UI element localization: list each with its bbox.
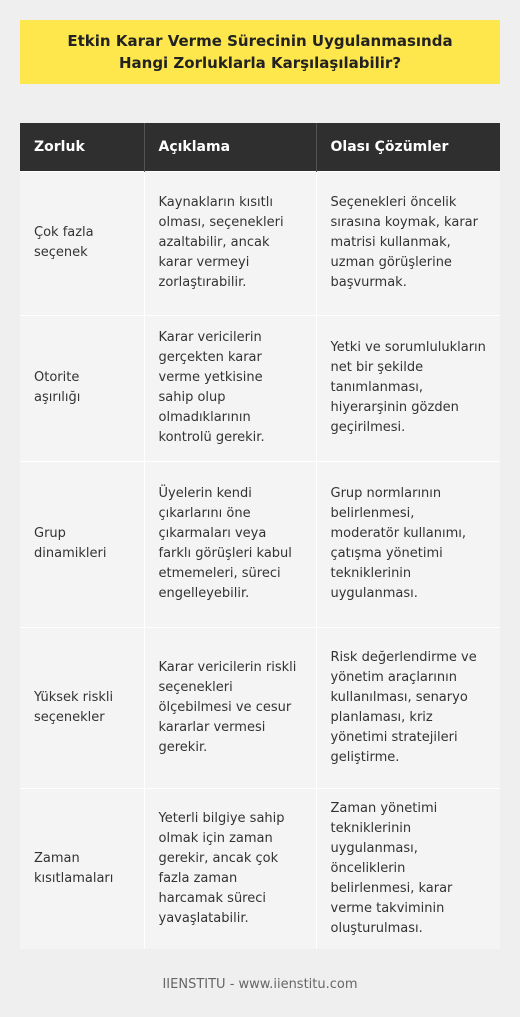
- description-cell: Karar vericilerin gerçekten karar verme yetkisine sahip olup olmadıklarının kontrolü gerekir.: [144, 315, 316, 461]
- challenge-cell: Çok fazla seçenek: [20, 171, 144, 315]
- challenges-table: [20, 123, 500, 949]
- description-cell: Üyelerin kendi çıkarlarını öne çıkarmaları veya farklı görüşleri kabul etmemeleri, süreci engelleyebilir.: [144, 461, 316, 627]
- table-row: [20, 171, 500, 315]
- title-banner: [20, 20, 500, 84]
- solutions-cell: Yetki ve sorumlulukların net bir şekilde tanımlanması, hiyerarşinin gözden geçirilmesi.: [316, 315, 500, 461]
- description-cell: Kaynakların kısıtlı olması, seçenekleri azaltabilir, ancak karar vermeyi zorlaştırabilir.: [144, 171, 316, 315]
- table-row: [20, 627, 500, 788]
- solutions-cell: Grup normlarının belirlenmesi, moderatör kullanımı, çatışma yönetimi tekniklerinin uygulanması.: [316, 461, 500, 627]
- table-header-row: [20, 123, 500, 171]
- table-row: [20, 315, 500, 461]
- page-title: Etkin Karar Verme Sürecinin Uygulanmasında Hangi Zorluklarla Karşılaşılabilir?: [67, 32, 453, 72]
- challenge-cell: Otorite aşırılığı: [20, 315, 144, 461]
- table-row: [20, 788, 500, 949]
- solutions-cell: Zaman yönetimi tekniklerinin uygulanması, önceliklerin belirlenmesi, karar verme takviminin oluşturulması.: [316, 788, 500, 949]
- challenge-cell: Grup dinamikleri: [20, 461, 144, 627]
- column-header-description: Açıklama: [144, 123, 316, 171]
- footer-credit: IIENSTITU - www.iienstitu.com: [162, 977, 358, 992]
- description-cell: Yeterli bilgiye sahip olmak için zaman gerekir, ancak çok fazla zaman harcamak süreci yavaşlatabilir.: [144, 788, 316, 949]
- solutions-cell: Risk değerlendirme ve yönetim araçlarının kullanılması, senaryo planlaması, kriz yönetimi stratejileri geliştirme.: [316, 627, 500, 788]
- challenge-cell: Yüksek riskli seçenekler: [20, 627, 144, 788]
- column-header-challenge: Zorluk: [20, 123, 144, 171]
- column-header-solutions: Olası Çözümler: [316, 123, 500, 171]
- table-row: [20, 461, 500, 627]
- challenge-cell: Zaman kısıtlamaları: [20, 788, 144, 949]
- solutions-cell: Seçenekleri öncelik sırasına koymak, karar matrisi kullanmak, uzman görüşlerine başvurmak.: [316, 171, 500, 315]
- description-cell: Karar vericilerin riskli seçenekleri ölçebilmesi ve cesur kararlar vermesi gerekir.: [144, 627, 316, 788]
